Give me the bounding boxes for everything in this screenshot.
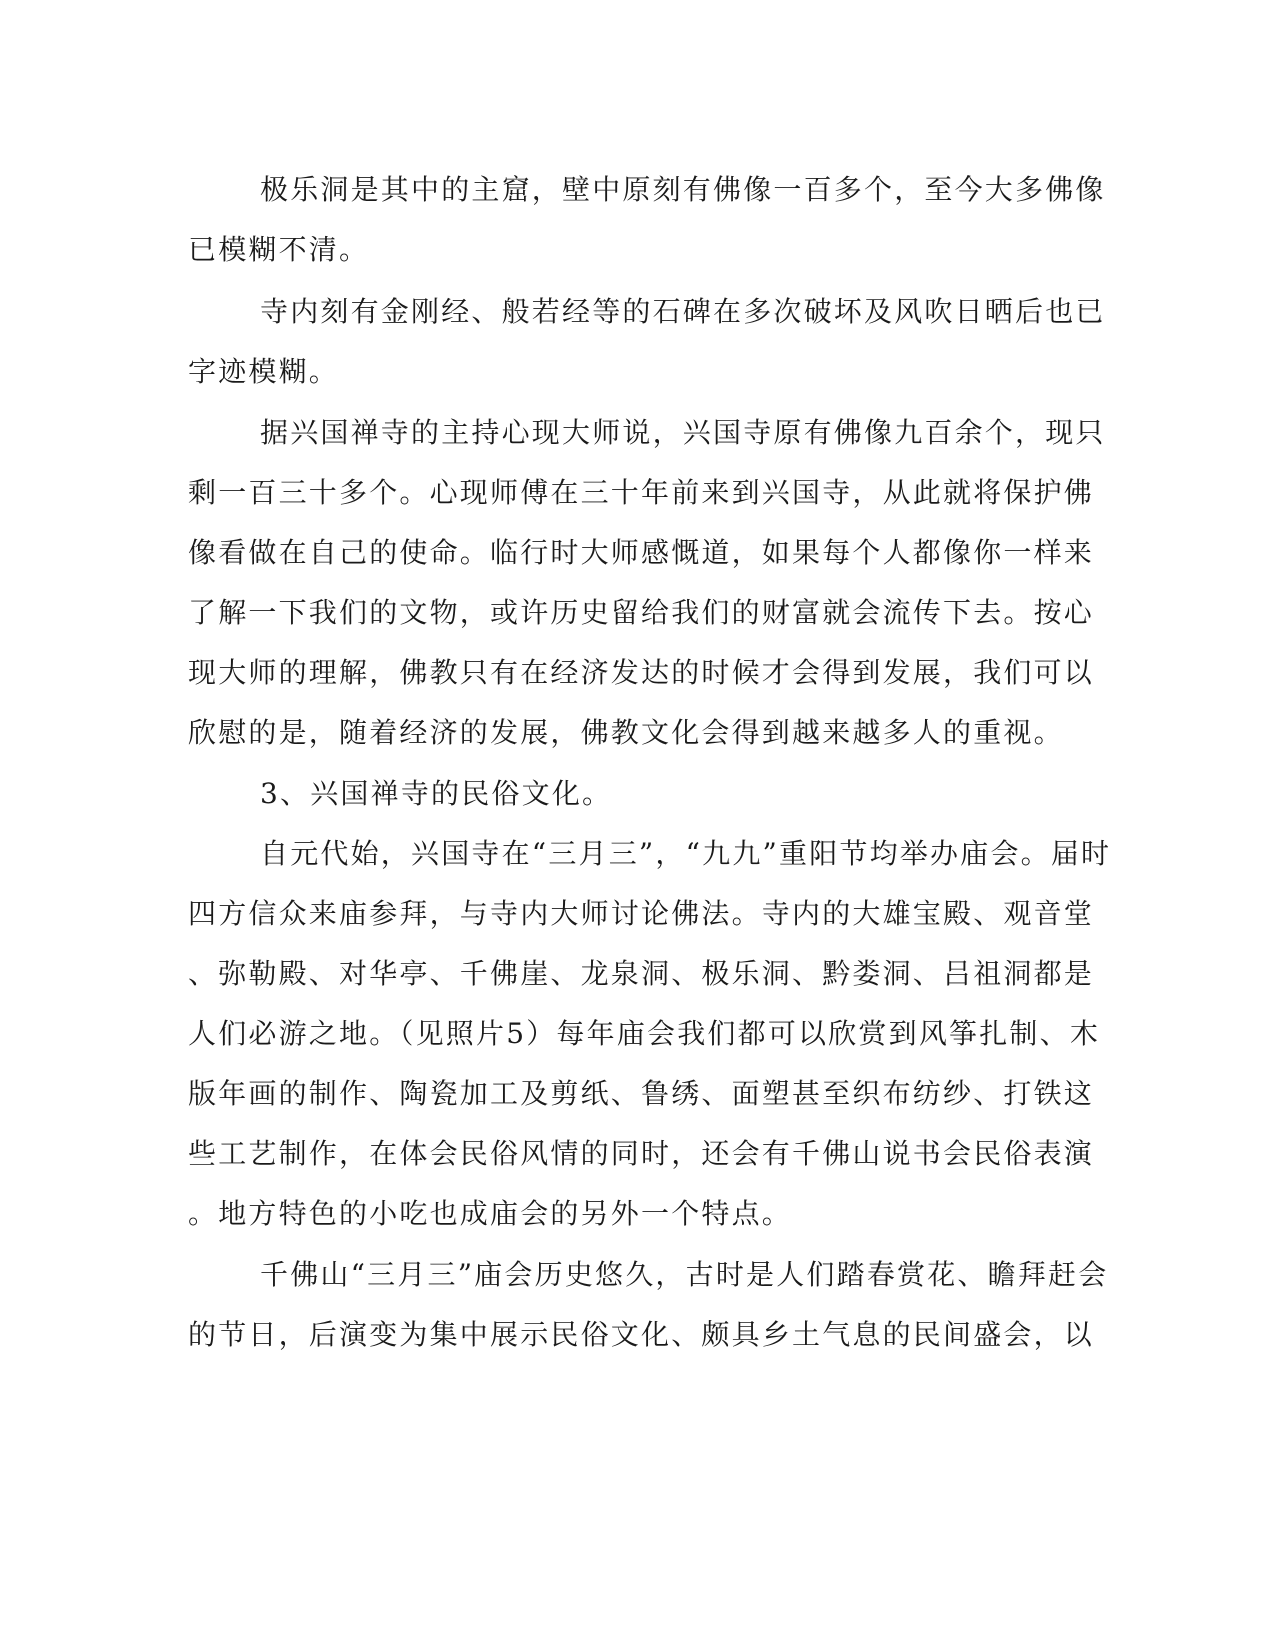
paragraph-4-line-5: 版年画的制作、陶瓷加工及剪纸、鲁绣、面塑甚至织布纺纱、打铁这 [188, 1077, 1095, 1110]
paragraph-1-line-1: 极乐洞是其中的主窟，壁中原刻有佛像一百多个，至今大多佛像 [260, 173, 1106, 206]
section-heading: 3、兴国禅寺的民俗文化。 [260, 777, 613, 810]
paragraph-4-line-1: 自元代始，兴国寺在“三月三”，“九九”重阳节均举办庙会。届时 [260, 837, 1112, 870]
paragraph-3-line-5: 现大师的理解，佛教只有在经济发达的时候才会得到发展，我们可以 [188, 656, 1095, 689]
paragraph-2-line-1: 寺内刻有金刚经、般若经等的石碑在多次破坏及风吹日晒后也已 [260, 295, 1106, 328]
paragraph-4-line-6: 些工艺制作，在体会民俗风情的同时，还会有千佛山说书会民俗表演 [188, 1137, 1095, 1170]
paragraph-5-line-1: 千佛山“三月三”庙会历史悠久，古时是人们踏春赏花、瞻拜赶会 [260, 1258, 1109, 1291]
paragraph-4-line-4: 人们必游之地。（见照片5）每年庙会我们都可以欣赏到风筝扎制、木 [188, 1017, 1101, 1050]
paragraph-3-line-4: 了解一下我们的文物，或许历史留给我们的财富就会流传下去。按心 [188, 596, 1095, 629]
paragraph-2-line-2: 字迹模糊。 [188, 355, 340, 388]
paragraph-1-line-2: 已模糊不清。 [188, 233, 370, 266]
paragraph-4-line-2: 四方信众来庙参拜，与寺内大师讨论佛法。寺内的大雄宝殿、观音堂 [188, 897, 1095, 930]
paragraph-3-line-1: 据兴国禅寺的主持心现大师说，兴国寺原有佛像九百余个，现只 [260, 416, 1106, 449]
paragraph-3-line-2: 剩一百三十多个。心现师傅在三十年前来到兴国寺，从此就将保护佛 [188, 476, 1095, 509]
paragraph-4-line-7: 。地方特色的小吃也成庙会的另外一个特点。 [188, 1197, 793, 1230]
paragraph-4-line-3: 、弥勒殿、对华亭、千佛崖、龙泉洞、极乐洞、黔娄洞、吕祖洞都是 [188, 957, 1095, 990]
paragraph-5-line-2: 的节日，后演变为集中展示民俗文化、颇具乡土气息的民间盛会，以 [188, 1318, 1095, 1351]
paragraph-3-line-3: 像看做在自己的使命。临行时大师感慨道，如果每个人都像你一样来 [188, 536, 1095, 569]
paragraph-3-line-6: 欣慰的是，随着经济的发展，佛教文化会得到越来越多人的重视。 [188, 716, 1064, 749]
